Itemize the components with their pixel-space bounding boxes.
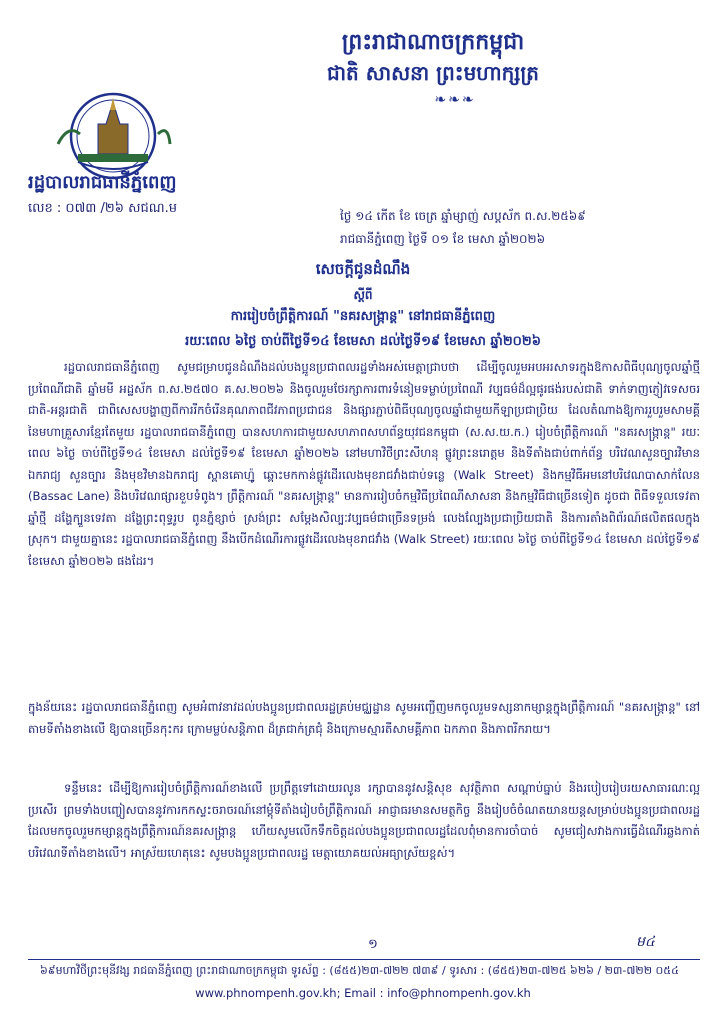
- page-number: ១: [368, 937, 378, 952]
- handwritten-initial: ម៤: [636, 934, 655, 950]
- kingdom-heading: ព្រះរាជាណាចក្រកម្ពុជា: [341, 30, 525, 55]
- solar-date: រាជធានីភ្នំពេញ ថ្ងៃទី ០១ ខែ មេសា ឆ្នាំ២០២៦: [340, 232, 546, 246]
- reference-number: លេខ : ០៧៣ /២៦ សជណ.ម: [28, 201, 177, 216]
- notice-subject: ការរៀបចំព្រឹត្តិការណ៍ "នគរសង្ក្រាន្ត" នៅរាជធានីភ្នំពេញ: [230, 309, 496, 324]
- footer-address: ៦៩មហាវិថីព្រះមុនីវង្ស រាជធានីភ្នំពេញ ព្រះរាជាណាចក្រកម្ពុជា ទូរស័ព្ទ : (៨៥៥)២៣-៧២២ ៧៣៩ / ទូរសារ : (៨៥៥)២៣-៧២៥ ៦២៦ / ២៣-៧២២ ០៥៤: [40, 964, 679, 977]
- motto-heading: ជាតិ សាសនា ព្រះមហាក្សត្រ: [327, 61, 539, 85]
- footer-contact: www.phnompenh.gov.kh; Email : info@phnompenh.gov.kh: [195, 986, 531, 1000]
- issuer-name: រដ្ឋបាលរាជធានីភ្នំពេញ: [28, 172, 177, 193]
- notice-subtitle-about: ស្តីពី: [353, 288, 373, 302]
- body-paragraph-3: ទន្ទឹមនេះ ដើម្បីឱ្យការរៀបចំព្រឹត្តិការណ៍ខាងលើ ប្រព្រឹត្តទៅដោយរលូន រក្សាបាននូវសន្តិសុខ សុវត្ថិភាព សណ្តាប់ធ្នាប់ និងរបៀបរៀបរយសាធារណៈល្អប្រសើរ ព្រមទាំងបញ្ចៀសបាននូវការកកស្ទះចរាចរណ៍នៅម្តុំទីតាំងរៀបចំព្រឹត្តិការណ៍ អាជ្ញាធរមានសមត្ថកិច្ច នឹងរៀបចំចំណតយានយន្តសម្រាប់បងប្អូនប្រជាពលរដ្ឋដែលមកចូលរួមកម្សាន្តក្នុងព្រឹត្តិការណ៍នគរសង្ក្រាន្ត ហើយសូមលើកទឹកចិត្តដល់បងប្អូនប្រជាពលរដ្ឋដែលពុំមានការចាំបាច់ សូមជៀសវាងការធ្វើដំណើរឆ្លងកាត់បរិវេណទីតាំងខាងលើ។ អាស្រ័យហេតុនេះ សូមបងប្អូនប្រជាពលរដ្ឋ មេត្តាយោគយល់អធ្យាស្រ័យខ្ពស់។: [28, 781, 700, 860]
- dateline: [340, 208, 710, 254]
- notice-period: រយៈពេល ៦ថ្ងៃ ចាប់ពីថ្ងៃទី១៤ ខែមេសា ដល់ថ្ងៃទី១៩ ខែមេសា ឆ្នាំ២០២៦: [185, 334, 541, 349]
- notice-title: សេចក្តីជូនដំណឹង: [315, 260, 411, 278]
- body-paragraph-1: រដ្ឋបាលរាជធានីភ្នំពេញ សូមជម្រាបជូនដំណឹងដល់បងប្អូនប្រជាពលរដ្ឋទាំងអស់មេត្តាជ្រាបថា ដើម្បីចូលរួមអបអរសាទរក្នុងឱកាសពិធីបុណ្យចូលឆ្នាំថ្មីប្រពៃណីជាតិ ឆ្នាំមមី អដ្ឋស័ក ព.ស.២៥៧០ គ.ស.២០២៦ និងចូលរួមថែរក្សាការពារទំនៀមទម្លាប់ប្រពៃណី វប្បធម៌ដ៏ល្អផូរផង់របស់ជាតិ ទាក់ទាញភ្ញៀវទេសចរជាតិ-អន្តរជាតិ ជាពិសេសបង្ហាញពីការរីកចំរើនគុណភាពជីវភាពប្រជាជន និងផ្សារភ្ជាប់ពិធីបុណ្យចូលឆ្នាំជាមួយកីឡាប្រជាប្រិយ ដែលតំណាងឱ្យការរួបរួមសាមគ្គីនៃមហាគ្រួសារខ្មែរតែមួយ រដ្ឋបាលរាជធានីភ្នំពេញ បានសហការជាមួយសហភាពសហព័ន្ធយុវជនកម្ពុជា (ស.ស.យ.ក.) រៀបចំព្រឹត្តិការណ៍ "នគរសង្ក្រាន្ត" រយៈពេល ៦ថ្ងៃ ចាប់ពីថ្ងៃទី១៤ ខែមេសា ដល់ថ្ងៃទី១៩ ខែមេសា ឆ្នាំ២០២៦ នៅមហាវិថីព្រះសីហនុ ផ្លូវព្រះនរោត្តម និងទីតាំងជាប់ពាក់ព័ន្ធ បរិវេណសួនច្បារវិមានឯករាជ្យ សួនច្បារ និងមុខវិមានឯករាជ្យ ស្ពានគោហ្ម៉ូ ឆ្ពោះមកកាន់ផ្លូវដើរលេងមុខរាជវាំងជាប់ទន្លេ (Walk Street) និងកម្មវិធីអមនៅបរិវេណបាសាក់លែន (Bassac Lane) និងបរិវេណផ្សារខួបទំពូង។ ព្រឹត្តិការណ៍ "នគរសង្ក្រាន្ត" មានការរៀបចំកម្មវិធីប្រពៃណីសាសនា និងកម្មវិធីជាច្រើនទៀត ដូចជា ពិធីទទួលទេវតាឆ្នាំថ្មី ដង្ហែក្បួនទេវតា ដង្ហែព្រះពុទ្ធរូប ពូនភ្នំខ្សាច់ ស្រង់ព្រះ សម្តែងសិល្បៈវប្បធម៌ជាច្រើនទម្រង់ លេងល្បែងប្រជាប្រិយជាតិ និងការតាំងពិព័រណ៍ផលិតផលក្នុងស្រុក។ ជាមួយគ្នានេះ រដ្ឋបាលរាជធានីភ្នំពេញ នឹងបើកដំណើរការផ្លូវដើរលេងមុខរាជវាំង (Walk Street) រយៈពេល ៦ថ្ងៃ ចាប់ពីថ្ងៃទី១៤ ខែមេសា ដល់ថ្ងៃទី១៩ ខែមេសា ឆ្នាំ២០២៦ ផងដែរ។: [28, 360, 700, 568]
- phnom-penh-emblem-logo: [38, 84, 188, 184]
- footer-divider: [28, 959, 700, 960]
- lunar-date: ថ្ងៃ ១៤ កើត ខែ ចេត្រ ឆ្នាំម្សាញ់ សប្តស័ក ព.ស.២៥៦៩: [340, 209, 586, 223]
- ornament-divider: ❧❧❧: [434, 92, 476, 108]
- body-paragraph-2: ក្នុងន័យនេះ រដ្ឋបាលរាជធានីភ្នំពេញ សូមអំពាវនាវដល់បងប្អូនប្រជាពលរដ្ឋគ្រប់មជ្ឈដ្ឋាន សូមអញ្ជើញមកចូលរួមទស្សនាកម្សាន្តក្នុងព្រឹត្តិការណ៍ "នគរសង្ក្រាន្ត" នៅតាមទីតាំងខាងលើ ឱ្យបានច្រើនកុះករ ក្រោមម្លប់សន្តិភាព ដ៏ត្រជាក់ត្រជុំ និងក្រោមស្មារតីសាមគ្គីភាព ឯកភាព និងភាពរីករាយ។: [28, 700, 700, 736]
